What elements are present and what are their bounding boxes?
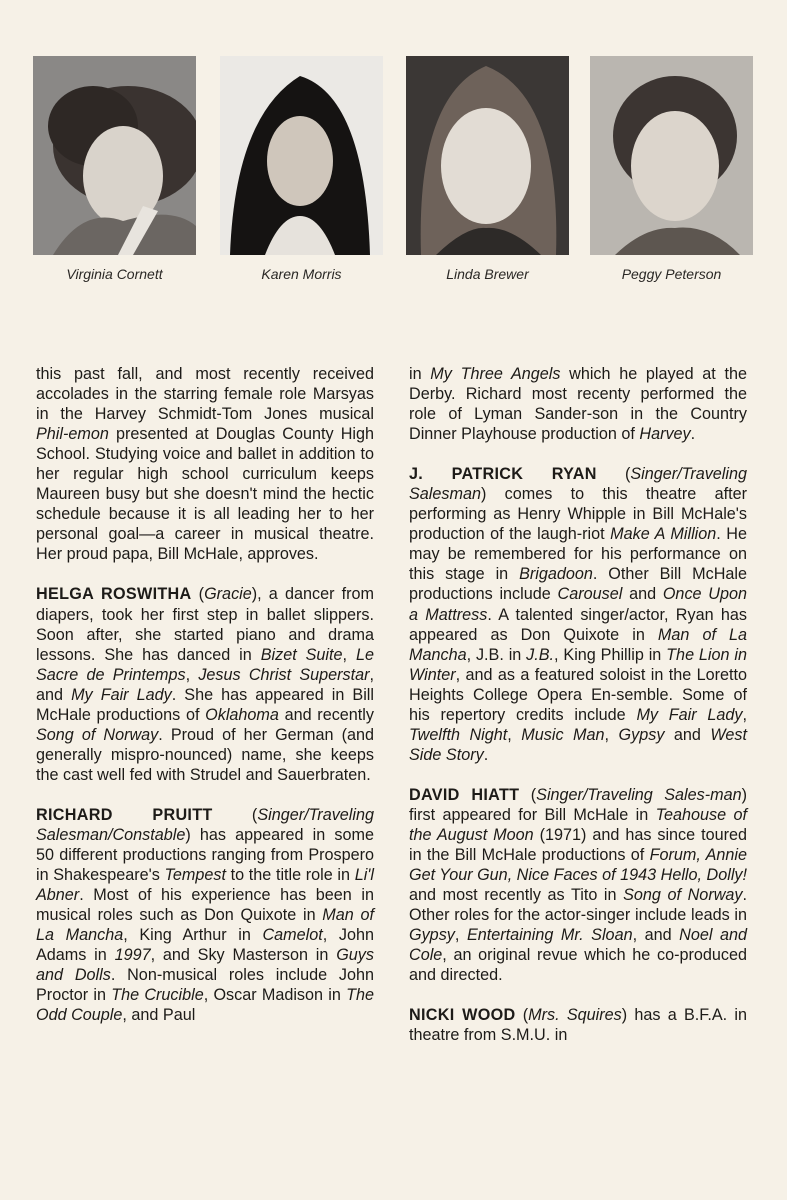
show-title: My Fair Lady: [71, 685, 172, 704]
right-column: [409, 364, 747, 1045]
text: . A talented singer/actor, Ryan has appeared as Don Quixote in: [409, 605, 747, 644]
text: . Proud of her German (and generally mispro-nounced) name, she keeps the cast well fed with Strudel and Sauerbraten.: [36, 725, 374, 784]
text: , and: [632, 926, 680, 945]
show-title: Guys and Dolls: [36, 946, 374, 985]
bio-helga-roswitha: [36, 584, 374, 784]
bio-richard-pruitt: [36, 805, 374, 1026]
text: presented at Douglas County High School. Studying voice and ballet in addition to her regular high school curriculum keeps Maureen busy but she doesn't mind the hectic schedule because it is all leading her to her personal goal—a career in musical theatre. Her proud papa, Bill McHale, approves.: [36, 425, 374, 564]
text: . Other roles for the actor-singer include leads in: [409, 886, 747, 925]
text: ,: [742, 705, 747, 724]
cast-role: Singer/Traveling Salesman/Constable: [36, 805, 374, 844]
text: , J.B. in: [466, 645, 527, 664]
text: , King Phillip in: [554, 645, 667, 664]
text: ,: [185, 665, 199, 684]
text: ,: [454, 926, 467, 945]
text: in: [409, 365, 431, 383]
text: . He may be remembered for his performance on this stage in: [409, 525, 747, 584]
photo-frame: [33, 56, 196, 255]
bio-j-patrick-ryan: [409, 464, 747, 765]
text: ) first appeared for Bill McHale in: [409, 785, 747, 824]
show-title: Man of La Mancha: [36, 906, 374, 945]
show-title: Make A Million: [610, 525, 717, 544]
cast-role: Singer/Traveling Sales-man: [536, 785, 742, 804]
cast-role: Singer/Traveling Salesman: [409, 465, 748, 504]
bio-maureen-continued: [36, 364, 374, 564]
text: ), a dancer from diapers, took her first step in ballet slippers. Soon after, she started piano and drama lessons. She has danced in: [36, 585, 374, 664]
photo-caption: Peggy Peterson: [621, 266, 722, 282]
photo-frame: [590, 56, 753, 255]
show-title: J.B.: [526, 645, 555, 664]
show-title: Gypsy: [618, 725, 665, 744]
photo-caption: Virginia Cornett: [66, 266, 163, 282]
show-title: Phil-emon: [36, 425, 109, 444]
text: and most recently as Tito in: [409, 886, 624, 905]
show-title: Entertaining Mr. Sloan: [466, 926, 633, 945]
show-title: 1997: [114, 946, 151, 965]
bio-richard-pruitt-continued: [409, 364, 747, 444]
photo-frame: [220, 56, 383, 255]
show-title: West Side Story: [409, 725, 748, 764]
show-title: Bizet Suite: [260, 645, 343, 664]
show-title: Brigadoon: [519, 565, 593, 584]
text: ,: [507, 725, 522, 744]
cast-role: Mrs. Squires: [528, 1006, 622, 1025]
cast-name: RICHARD PRUITT: [36, 805, 213, 824]
text: (1971) and has since toured in the Bill McHale productions of: [409, 825, 747, 865]
show-title: Harvey: [639, 425, 691, 444]
text: to the title role in: [225, 866, 355, 885]
text: ) has appeared in some 50 different productions ranging from Prospero in Shakespeare's: [36, 825, 374, 885]
show-title: Once Upon a Mattress: [409, 585, 747, 624]
text: (: [515, 1006, 529, 1025]
show-title: My Fair Lady: [636, 705, 743, 724]
show-title: Le Sacre de Printemps: [36, 645, 374, 684]
show-title: Twelfth Night: [409, 725, 508, 744]
text: . Other Bill McHale productions include: [409, 565, 747, 604]
bio-nicki-wood: [409, 1005, 747, 1045]
portrait-linda-brewer: [406, 56, 569, 282]
text: , and Paul: [122, 1006, 196, 1025]
text: , and as a featured soloist in the Loretto Heights College Opera En-semble. Some of his repertory credits include: [409, 665, 747, 724]
show-title: The Odd Couple: [36, 986, 374, 1025]
portrait-image: [590, 56, 753, 255]
show-title: The Lion in Winter: [409, 645, 747, 684]
photo-caption: Linda Brewer: [446, 266, 529, 282]
photo-caption: Karen Morris: [261, 266, 342, 282]
show-title: Music Man: [521, 725, 605, 744]
text: , King Arthur in: [123, 926, 263, 945]
text: . Most of his experience has been in musical roles such as Don Quixote in: [36, 886, 374, 925]
show-title: Gypsy: [409, 926, 455, 945]
cast-role: Gracie: [204, 585, 252, 604]
portrait-image: [220, 56, 383, 255]
show-title: Forum, Annie Get Your Gun, Nice Faces of 1943 Hello, Dolly!: [409, 846, 748, 885]
text: (: [212, 805, 258, 824]
show-title: The Crucible: [111, 986, 204, 1005]
portrait-karen-morris: [220, 56, 383, 282]
text: , and Sky Masterson in: [150, 946, 337, 965]
show-title: My Three Angels: [430, 365, 561, 383]
text: , John Adams in: [36, 926, 374, 965]
show-title: Oklahoma: [205, 705, 279, 724]
text: (: [519, 785, 537, 804]
cast-name: HELGA ROSWITHA: [36, 585, 192, 604]
text: , and: [36, 665, 375, 704]
text: and: [664, 725, 711, 744]
show-title: Carousel: [557, 585, 623, 604]
left-column: [36, 364, 374, 1025]
photo-row: [33, 56, 753, 296]
portrait-peggy-peterson: [590, 56, 753, 282]
text: .: [690, 425, 696, 444]
text: ,: [342, 645, 356, 664]
text: (: [191, 585, 205, 604]
photo-frame: [406, 56, 569, 255]
text: . Non-musical roles include John Proctor in: [36, 966, 374, 1005]
text: . She has appeared in Bill McHale productions of: [36, 685, 374, 724]
cast-name: NICKI WOOD: [409, 1006, 516, 1025]
text: , an original revue which he co-produced and directed.: [409, 946, 747, 985]
text: (: [596, 465, 631, 484]
text: and recently: [278, 705, 374, 724]
show-title: Noel and Cole: [409, 926, 747, 965]
show-title: Song of Norway: [36, 725, 159, 744]
portrait-image: [33, 56, 196, 255]
text: .: [483, 745, 489, 764]
text: ,: [604, 725, 619, 744]
cast-name: DAVID HIATT: [409, 785, 520, 804]
bio-david-hiatt: [409, 785, 747, 985]
portrait-image: [406, 56, 569, 255]
show-title: Camelot: [262, 926, 323, 945]
show-title: Li'l Abner: [36, 866, 374, 905]
show-title: Man of La Mancha: [409, 625, 748, 664]
show-title: Song of Norway: [623, 886, 743, 905]
text: ) has a B.F.A. in theatre from S.M.U. in: [409, 1006, 747, 1045]
text: which he played at the Derby. Richard most recenty performed the role of Lyman Sander-son in the Country Dinner Playhouse production of: [409, 365, 747, 444]
portrait-virginia-cornett: [33, 56, 196, 282]
text: this past fall, and most recently received accolades in the starring female role Marsyas in the Harvey Schmidt-Tom Jones musical: [36, 365, 374, 424]
text: , Oscar Madison in: [203, 986, 347, 1005]
show-title: Tempest: [164, 866, 226, 885]
show-title: Jesus Christ Superstar: [198, 665, 370, 684]
show-title: Teahouse of the August Moon: [409, 805, 747, 844]
cast-name: J. PATRICK RYAN: [409, 465, 597, 484]
text: and: [622, 585, 663, 604]
text: ) comes to this theatre after performing as Henry Whipple in Bill McHale's production of the laugh-riot: [409, 485, 747, 544]
